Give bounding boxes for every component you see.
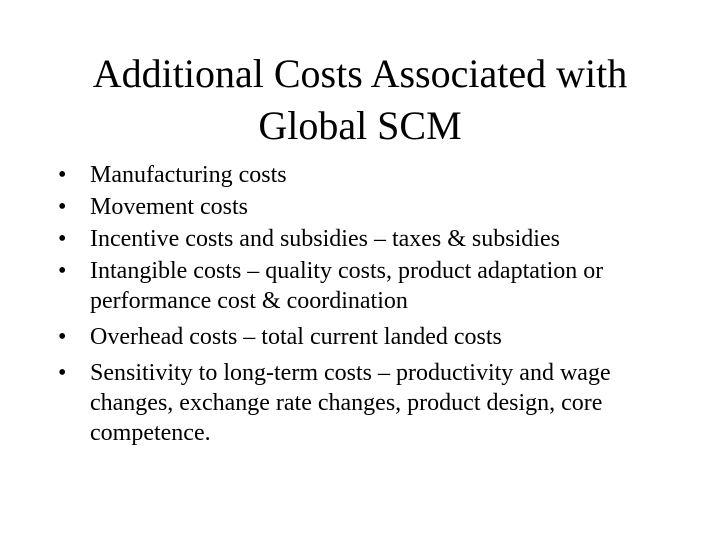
bullet-item <box>56 160 686 190</box>
bullet-icon: • <box>58 324 67 350</box>
bullet-icon: • <box>58 258 67 284</box>
bullet-item <box>56 322 686 352</box>
bullet-item <box>56 256 686 316</box>
bullet-text: Intangible costs – quality costs, product adaptation or performance cost & coordination <box>90 258 604 314</box>
bullet-item <box>56 358 686 448</box>
bullet-icon: • <box>58 226 67 252</box>
bullet-icon: • <box>58 162 67 188</box>
bullet-item <box>56 192 686 222</box>
bullet-icon: • <box>58 360 67 386</box>
bullet-text: Incentive costs and subsidies – taxes & subsidies <box>90 226 560 252</box>
bullet-icon: • <box>58 194 67 220</box>
bullet-text: Sensitivity to long-term costs – productivity and wage changes, exchange rate changes, product design, core competence. <box>90 360 611 446</box>
bullet-text: Movement costs <box>90 194 248 220</box>
slide-title-line-1: Additional Costs Associated with <box>92 51 628 96</box>
slide-title <box>40 48 680 152</box>
bullet-text: Overhead costs – total current landed costs <box>90 324 502 350</box>
slide-title-line-2: Global SCM <box>258 103 462 148</box>
bullet-item <box>56 224 686 254</box>
bullet-text: Manufacturing costs <box>90 162 287 188</box>
bullet-list <box>56 160 686 454</box>
